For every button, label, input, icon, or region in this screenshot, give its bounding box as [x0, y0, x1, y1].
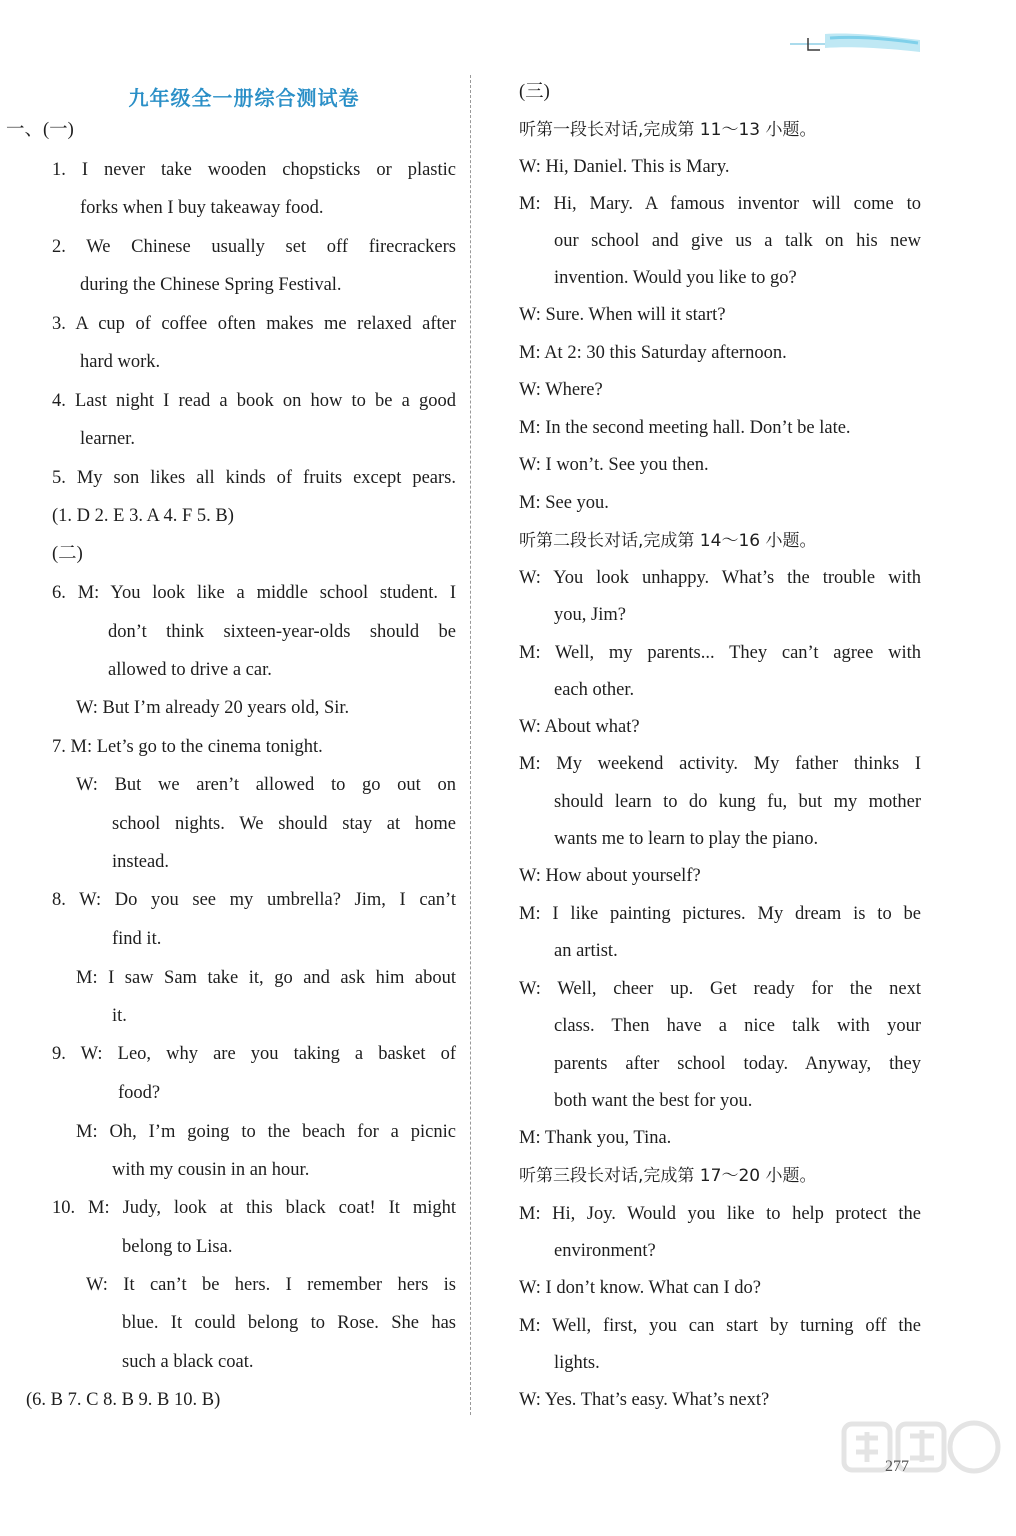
section-3-heading: (三): [519, 82, 550, 102]
dialogue-2-intro: 听第二段长对话,完成第 14～16 小题。: [519, 531, 817, 551]
watermark-logo: [838, 1418, 1006, 1530]
dialogue-2-line-1: W: You look unhappy. What’s the trouble with: [519, 568, 921, 588]
dialogue-7-line-3: school nights. We should stay at home: [112, 814, 456, 834]
dialogue-9-line-4: with my cousin in an hour.: [112, 1160, 310, 1180]
dialogue-7-line-4: instead.: [112, 852, 170, 872]
dialogue-1-line-1: W: Hi, Daniel. This is Mary.: [519, 157, 730, 177]
dialogue-1-line-10: M: See you.: [519, 493, 609, 513]
dialogue-3-line-5: lights.: [554, 1353, 600, 1373]
dialogue-6-line-4: W: But I’m already 20 years old, Sir.: [76, 698, 350, 718]
dialogue-2-line-15: both want the best for you.: [554, 1091, 753, 1111]
sentence-4-line-1: 4. Last night I read a book on how to be a good: [52, 391, 456, 411]
dialogue-8-line-3: M: I saw Sam take it, go and ask him about: [76, 968, 456, 988]
dialogue-2-line-8: wants me to learn to play the piano.: [554, 829, 819, 849]
section-1-heading: 一、(一): [6, 120, 74, 140]
page-number: 277: [885, 1458, 909, 1475]
section-2-heading: (二): [52, 544, 83, 564]
dialogue-1-line-8: M: In the second meeting hall. Don’t be late.: [519, 418, 851, 438]
answers-1: (1. D 2. E 3. A 4. F 5. B): [52, 506, 234, 526]
sentence-3-line-2: hard work.: [80, 352, 161, 372]
dialogue-10-line-5: such a black coat.: [122, 1352, 254, 1372]
answers-2: (6. B 7. C 8. B 9. B 10. B): [26, 1390, 221, 1410]
dialogue-1-line-5: W: Sure. When will it start?: [519, 305, 726, 325]
dialogue-3-line-4: M: Well, first, you can start by turning off the: [519, 1316, 921, 1336]
dialogue-6-line-3: allowed to drive a car.: [108, 660, 272, 680]
dialogue-2-line-7: should learn to do kung fu, but my mother: [554, 792, 921, 812]
dialogue-2-line-16: M: Thank you, Tina.: [519, 1128, 672, 1148]
dialogue-2-line-3: M: Well, my parents... They can’t agree with: [519, 643, 921, 663]
dialogue-8-line-2: find it.: [112, 929, 162, 949]
sentence-1-line-2: forks when I buy takeaway food.: [80, 198, 324, 218]
sentence-5: 5. My son likes all kinds of fruits except pears.: [52, 468, 456, 488]
sentence-4-line-2: learner.: [80, 429, 135, 449]
column-divider: [470, 75, 471, 1415]
dialogue-2-line-11: an artist.: [554, 941, 618, 961]
dialogue-2-line-13: class. Then have a nice talk with your: [554, 1016, 921, 1036]
dialogue-1-intro: 听第一段长对话,完成第 11～13 小题。: [519, 120, 817, 140]
dialogue-3-line-2: environment?: [554, 1241, 656, 1261]
dialogue-2-line-5: W: About what?: [519, 717, 640, 737]
sentence-2-line-2: during the Chinese Spring Festival.: [80, 275, 342, 295]
dialogue-9-line-1: 9. W: Leo, why are you taking a basket of: [52, 1044, 456, 1064]
dialogue-3-line-3: W: I don’t know. What can I do?: [519, 1278, 761, 1298]
dialogue-2-line-12: W: Well, cheer up. Get ready for the next: [519, 979, 921, 999]
header-decoration: [790, 30, 925, 56]
dialogue-8-line-4: it.: [112, 1006, 127, 1026]
dialogue-2-line-6: M: My weekend activity. My father thinks I: [519, 754, 921, 774]
sentence-3-line-1: 3. A cup of coffee often makes me relaxed after: [52, 314, 456, 334]
dialogue-1-line-6: M: At 2: 30 this Saturday afternoon.: [519, 343, 787, 363]
sentence-2-line-1: 2. We Chinese usually set off firecrackers: [52, 237, 456, 257]
dialogue-2-line-9: W: How about yourself?: [519, 866, 701, 886]
dialogue-7-line-2: W: But we aren’t allowed to go out on: [76, 775, 456, 795]
dialogue-6-line-2: don’t think sixteen-year-olds should be: [108, 622, 456, 642]
dialogue-2-line-14: parents after school today. Anyway, they: [554, 1054, 921, 1074]
dialogue-2-line-4: each other.: [554, 680, 635, 700]
dialogue-1-line-3: our school and give us a talk on his new: [554, 231, 921, 251]
dialogue-2-line-2: you, Jim?: [554, 605, 626, 625]
dialogue-2-line-10: M: I like painting pictures. My dream is to be: [519, 904, 921, 924]
dialogue-3-line-1: M: Hi, Joy. Would you like to help protect the: [519, 1204, 921, 1224]
dialogue-10-line-4: blue. It could belong to Rose. She has: [122, 1313, 456, 1333]
dialogue-10-line-2: belong to Lisa.: [122, 1237, 233, 1257]
dialogue-3-line-6: W: Yes. That’s easy. What’s next?: [519, 1390, 770, 1410]
dialogue-1-line-2: M: Hi, Mary. A famous inventor will come to: [519, 194, 921, 214]
dialogue-7-line-1: 7. M: Let’s go to the cinema tonight.: [52, 737, 323, 757]
dialogue-1-line-7: W: Where?: [519, 380, 603, 400]
dialogue-1-line-4: invention. Would you like to go?: [554, 268, 797, 288]
dialogue-9-line-3: M: Oh, I’m going to the beach for a picnic: [76, 1122, 456, 1142]
dialogue-10-line-1: 10. M: Judy, look at this black coat! It might: [52, 1198, 456, 1218]
page-title: 九年级全一册综合测试卷: [128, 86, 360, 110]
dialogue-1-line-9: W: I won’t. See you then.: [519, 455, 709, 475]
sentence-1-line-1: 1. I never take wooden chopsticks or plastic: [52, 160, 456, 180]
dialogue-6-line-1: 6. M: You look like a middle school student. I: [52, 583, 456, 603]
dialogue-10-line-3: W: It can’t be hers. I remember hers is: [86, 1275, 456, 1295]
dialogue-9-line-2: food?: [118, 1083, 161, 1103]
dialogue-3-intro: 听第三段长对话,完成第 17～20 小题。: [519, 1166, 817, 1186]
dialogue-8-line-1: 8. W: Do you see my umbrella? Jim, I can’t: [52, 890, 456, 910]
